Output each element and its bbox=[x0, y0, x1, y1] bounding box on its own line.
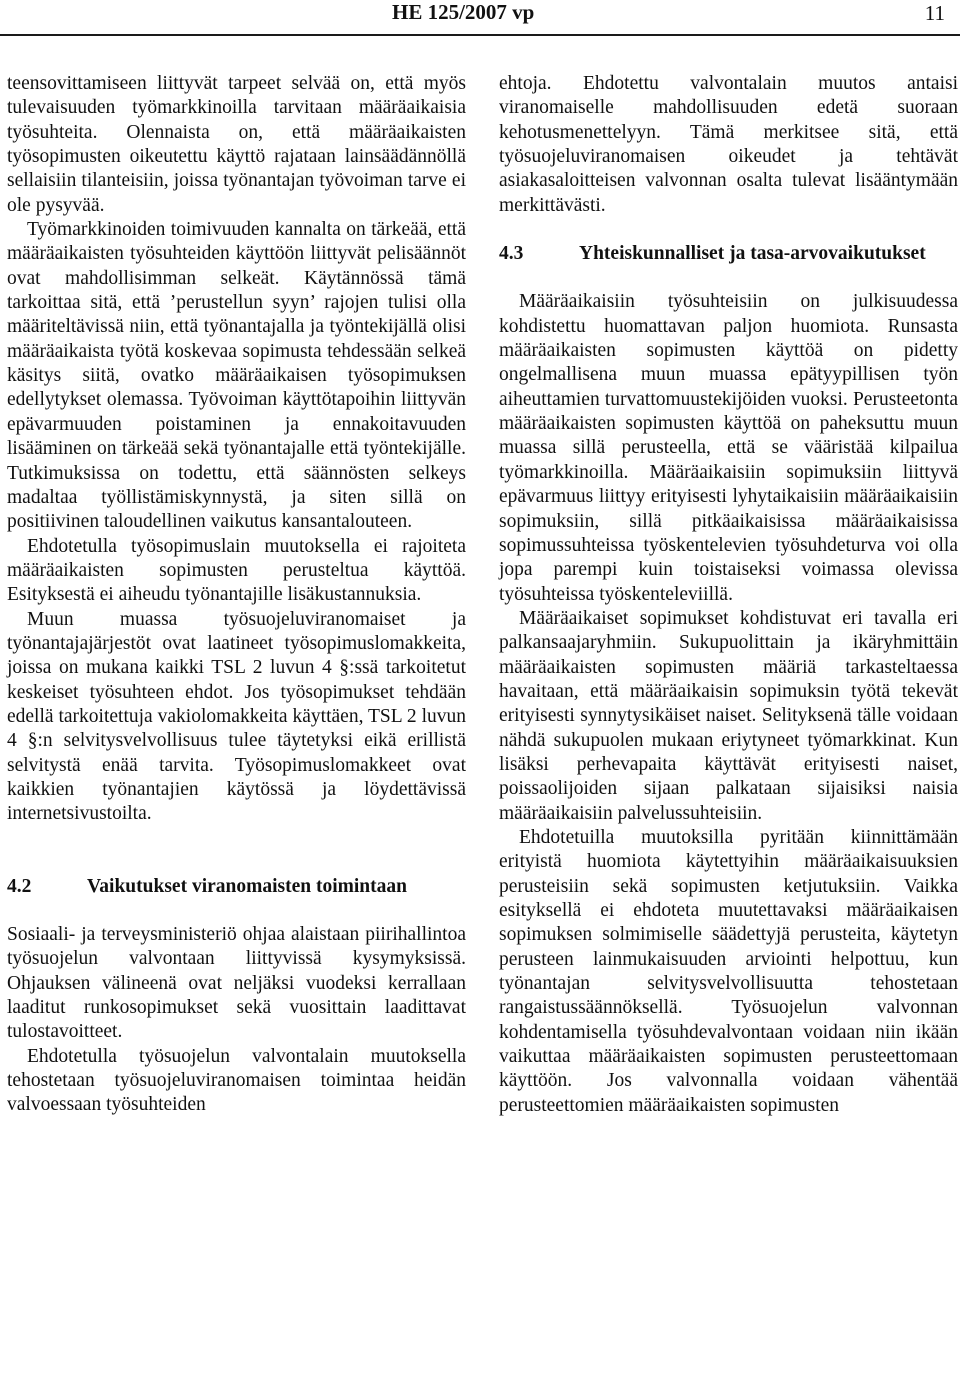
paragraph: Ehdotetuilla muutoksilla pyritään kiinnittämään erityistä huomiota käytettyihin määräaikaisuuksien perusteisiin sekä sopimusten ketjutuksiin. Vaikka esityksellä ei ehdoteta muutettavaksi määräaikaisen sopimuksen solmimiselle säädettyjä perusteita, käytetyn perusteen lainmukaisuuden arviointi helpottuu, kun työnantajan selvitysvelvollisuutta tehostetaan rangaistussäännöksellä. Työsuojelun valvonnan kohdentamisella työsuhdevalvontaan voidaan niin ikään vaikuttaa määräaikaisten sopimusten perusteettomaan käyttöön. Jos valvonnalla voidaan vähentää perusteettomien määräaikaisten sopimusten bbox=[499, 826, 958, 1116]
paragraph: Määräaikaiset sopimukset kohdistuvat eri tavalla eri palkansaajaryhmiin. Sukupuolittain ja ikäryhmittäin määräaikaisten sopimusten määriä tarkasteltaessa havaitaan, että määräaikaisin sopimuksin työtä tekevät erityisesti synnytysikäiset naiset. Selityksenä tälle voidaan nähdä sukupuolen mukaan eriytyneet työmarkkinat. Kun lisäksi perhevapaita käyttävät erityisesti naiset, poissaolijoiden sijaan palkataan sijaisiksi naisia määräaikaisiin palvelussuhteisiin. bbox=[499, 607, 958, 824]
left-column bbox=[7, 72, 466, 1118]
section-title: Yhteiskunnalliset ja tasa-arvovaikutukset bbox=[579, 243, 926, 265]
section-number: 4.2 bbox=[7, 875, 32, 897]
paragraph: Ehdotetulla työsopimuslain muutoksella ei rajoiteta määräaikaisten sopimusten perusteltua käyttöä. Esityksestä ei aiheudu työnantajille lisäkustannuksia. bbox=[7, 535, 466, 606]
section-title: Vaikutukset viranomaisten toimintaan bbox=[87, 875, 407, 897]
page-number: 11 bbox=[924, 1, 945, 25]
right-column bbox=[499, 72, 958, 1118]
paragraph: teensovittamiseen liittyvät tarpeet selvää on, että myös tulevaisuuden työmarkkinoilla tarvitaan määräaikaisia työsuhteita. Olennaista on, että määräaikaisten työsopimusten oikeutettu käyttö rajataan lainsäädännöllä sellaisiin tilanteisiin, joissa työnantajan työvoiman tarve ei ole pysyvää. bbox=[7, 73, 466, 216]
page-header bbox=[0, 0, 960, 36]
paragraph: Ehdotetulla työsuojelun valvontalain muutoksella tehostetaan työsuojeluviranomaisen toimintaa heidän valvoessaan työsuhteiden bbox=[7, 1045, 466, 1116]
paragraph: Työmarkkinoiden toimivuuden kannalta on tärkeää, että määräaikaisten työsuhteiden käyttöön liittyvät pelisäännöt ovat mahdollisimman selkeät. Käytännössä tämä tarkoittaa sitä, että ’perustellun syyn’ rajojen tulisi olla määriteltävissä niin, että työnantajalla ja työntekijällä olisi määräaikaista työtä koskevaa sopimusta tehdessään selkeä käsitys siitä, ovatko määräaikaisen työsopimuksen edellytykset olemassa. Työvoiman käyttötapoihin liittyvän epävarmuuden poistaminen ja ennakoitavuuden lisääminen on tärkeää sekä työnantajalle että työntekijälle. Tutkimuksissa on todettu, että säännösten selkeys madaltaa työllistämiskynnystä, ja siten sillä on positiivinen taloudellinen vaikutus kansantalouteen. bbox=[7, 219, 466, 533]
paragraph: Muun muassa työsuojeluviranomaiset ja työnantajajärjestöt ovat laatineet työsopimuslomakkeita, joissa on mukana kaikki TSL 2 luvun 4 §:ssä tarkoitetut keskeiset työsuhteen ehdot. Jos työsopimukset tehdään edellä tarkoitettuja vakiolomakkeita käyttäen, TSL 2 luvun 4 §:n selvitysvelvollisuus tulee täytetyksi eikä erillistä selvitystä enää tarvita. Työsopimuslomakkeet ovat kaikkien työnantajien käytössä ja löydettävissä internetsivustoilta. bbox=[7, 608, 466, 825]
section-number: 4.3 bbox=[499, 243, 524, 265]
section-heading-4-3 bbox=[499, 242, 958, 266]
document-id: HE 125/2007 vp bbox=[392, 0, 535, 24]
header-rule bbox=[0, 34, 960, 36]
paragraph: ehtoja. Ehdotettu valvontalain muutos antaisi viranomaiselle mahdollisuuden edetä suoraan kehotusmenettelyyn. Tämä merkitsee sitä, että työsuojeluviranomaisen oikeudet ja tehtävät asiakasaloitteisen valvonnan osalta tulevat lisääntymään merkittävästi. bbox=[499, 73, 958, 216]
paragraph: Sosiaali- ja terveysministeriö ohjaa alaistaan piirihallintoa työsuojelun valvontaan liittyvissä kysymyksissä. Ohjauksen välineenä ovat neljäksi vuodeksi kerrallaan laaditut runkosopimukset sekä vuosittain laadittavat tulostavoitteet. bbox=[7, 924, 466, 1043]
section-heading-4-2 bbox=[7, 875, 466, 899]
paragraph: Määräaikaisiin työsuhteisiin on julkisuudessa kohdistettu huomattavan paljon huomiota. Runsasta määräaikaisten sopimusten käyttöä on pidetty ongelmallisena muun muassa epätyypillisen työn aiheuttamien turvattomuustekijöiden vuoksi. Perusteetonta määräaikaisten sopimusten käyttöä on paheksuttu muun muassa sillä perusteella, että se vääristää kilpailua työmarkkinoilla. Määräaikaisiin sopimuksiin liittyvä epävarmuus liittyy erityisesti lyhytaikaisiin määräaikaisiin sopimuksiin, sillä pitkäaikaisissa määräaikaisissa sopimussuhteissa työskentelevien työsuhdeturva voi olla jopa parempi kuin toistaiseksi voimassa olevissa työsuhteissa työskenteleviillä. bbox=[499, 291, 958, 605]
